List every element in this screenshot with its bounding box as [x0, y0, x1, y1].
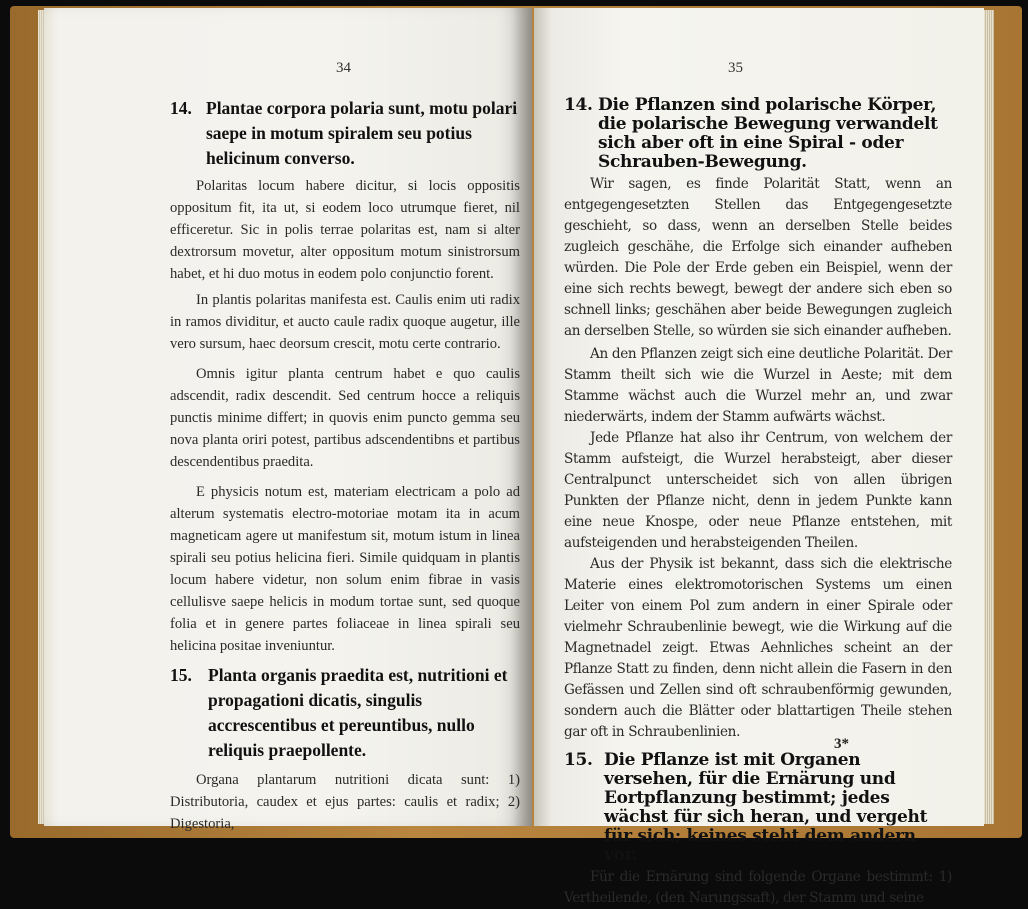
paragraph: Aus der Physik ist bekannt, dass sich die elektrische Materie eines elektromotorischen Systems um einen Leiter von einem Pol zum andern in einer Spirale oder vielmehr Schraubenlinie bewegt, wie die Wirkung auf die Magnetnadel zeigt. Etwas Aehnliches scheint an der Pflanze Statt zu finden, denn nicht allein die Fasern in den Gefässen und Zellen sind oft schraubenförmig gewunden, sondern auch die Blätter oder blattartigen Theile stehen gar oft in Schraubenlinien.	[564, 556, 952, 740]
signature-mark: 3*	[834, 736, 849, 752]
left-page-body	[170, 96, 520, 835]
page-number: 34	[336, 60, 351, 76]
section-number: 15.	[564, 750, 593, 770]
left-page	[44, 8, 532, 832]
section-number: 14.	[170, 98, 192, 118]
paragraph: Wir sagen, es finde Polarität Statt, wenn an entgegengesetzten Stellen das Entgegengesetzte geschieht, so dass, wenn an derselben Stelle beides zugleich geschähe, die Erfolge sich einander aufheben würden. Die Pole der Erde geben ein Beispiel, wenn der eine sich rechts bewegt, bewegt der andere sich eben so schnell links; geschähen aber beide Bewegungen zugleich an derselben Stelle, so würden sie sich einander aufheben.	[564, 176, 952, 339]
paragraph: An den Pflanzen zeigt sich eine deutliche Polarität. Der Stamm theilt sich wie die Wurzel in Aeste; mit dem Stamme wächst auch die Wurzel mehr an, und zwar niederwärts, indem der Stamm aufwärts wächst.	[564, 346, 952, 425]
section-title: Die Pflanzen sind polarische Körper, die polarische Bewegung verwandelt sich aber oft in eine Spiral - oder Schrauben-Bewegung.	[598, 95, 938, 172]
paragraph: E physicis notum est, materiam electricam a polo ad alterum systematis electro-motoriae motam ita in acum magneticam agere ut manifestum sit, motum istum in linea spirali seu potius helicina fieri. Simile quidquam in plantis locum habere videtur, non solum enim fibrae in vasis cellulisve saepe helicis in modum tortae sunt, sed quoque folia et in genere partes foliaceae in linea spirali seu helicina positae inveniuntur.	[170, 484, 520, 654]
page-number: 35	[728, 60, 743, 76]
section-title: Plantae corpora polaria sunt, motu polari saepe in motum spiralem seu potius helicinum converso.	[206, 98, 518, 168]
paragraph: Polaritas locum habere dicitur, si locis oppositis oppositum fit, ita ut, si eodem loco utrumque fieret, nil efficeretur. Sic in polis terrae polaritas est, nam si alter dextrorsum movetur, alter oppositum motum sinistrorsum habet, et hi duo motus in eodem polo conjunctio forent.	[170, 178, 520, 282]
section-15-heading	[564, 751, 952, 865]
section-number: 14.	[564, 95, 593, 115]
section-title: Planta organis praedita est, nutritioni et propagationi dicatis, singulis accrescentibus et pereuntibus, nullo reliquis praepollente.	[208, 665, 508, 760]
paragraph: Jede Pflanze hat also ihr Centrum, von welchem der Stamm aufsteigt, die Wurzel herabsteigt, aber dieser Centralpunct unterscheidet sich von allen übrigen Punkten der Pflanze nicht, denn in jedem Punkte kann eine neue Knospe, oder neue Pflanze entstehen, mit aufsteigenden und herabsteigenden Theilen.	[564, 430, 952, 551]
section-15-heading	[170, 663, 520, 763]
section-title: Die Pflanze ist mit Organen versehen, für die Ernärung und Eortpflanzung bestimmt; jedes wächst für sich heran, und vergeht für sich; keines steht dem andern vor.	[604, 750, 928, 865]
section-number: 15.	[170, 665, 192, 685]
paragraph: Omnis igitur planta centrum habet e quo caulis adscendit, radix descendit. Sed centrum hocce a reliquis punctis minime differt; in quovis enim puncto gemma seu nova planta oriri potest, partibus adscendentibns et partibus descendentibus praedita.	[170, 366, 520, 470]
paragraph: Organa plantarum nutritioni dicata sunt: 1) Distributoria, caudex et ejus partes: caulis et radix; 2) Digestoria,	[170, 772, 520, 832]
paragraph: Für die Ernärung sind folgende Organe bestimmt: 1) Vertheilende, (den Narungssaft), der Stamm und seine	[564, 869, 952, 906]
right-page	[534, 8, 984, 906]
section-14-heading	[564, 96, 952, 172]
section-14-heading	[170, 96, 520, 171]
right-page-body	[564, 96, 952, 909]
paragraph: In plantis polaritas manifesta est. Caulis enim uti radix in ramos dividitur, et aucto caule radix quoque augetur, ille vero sursum, haec deorsum crescit, motu certe contrario.	[170, 292, 520, 352]
